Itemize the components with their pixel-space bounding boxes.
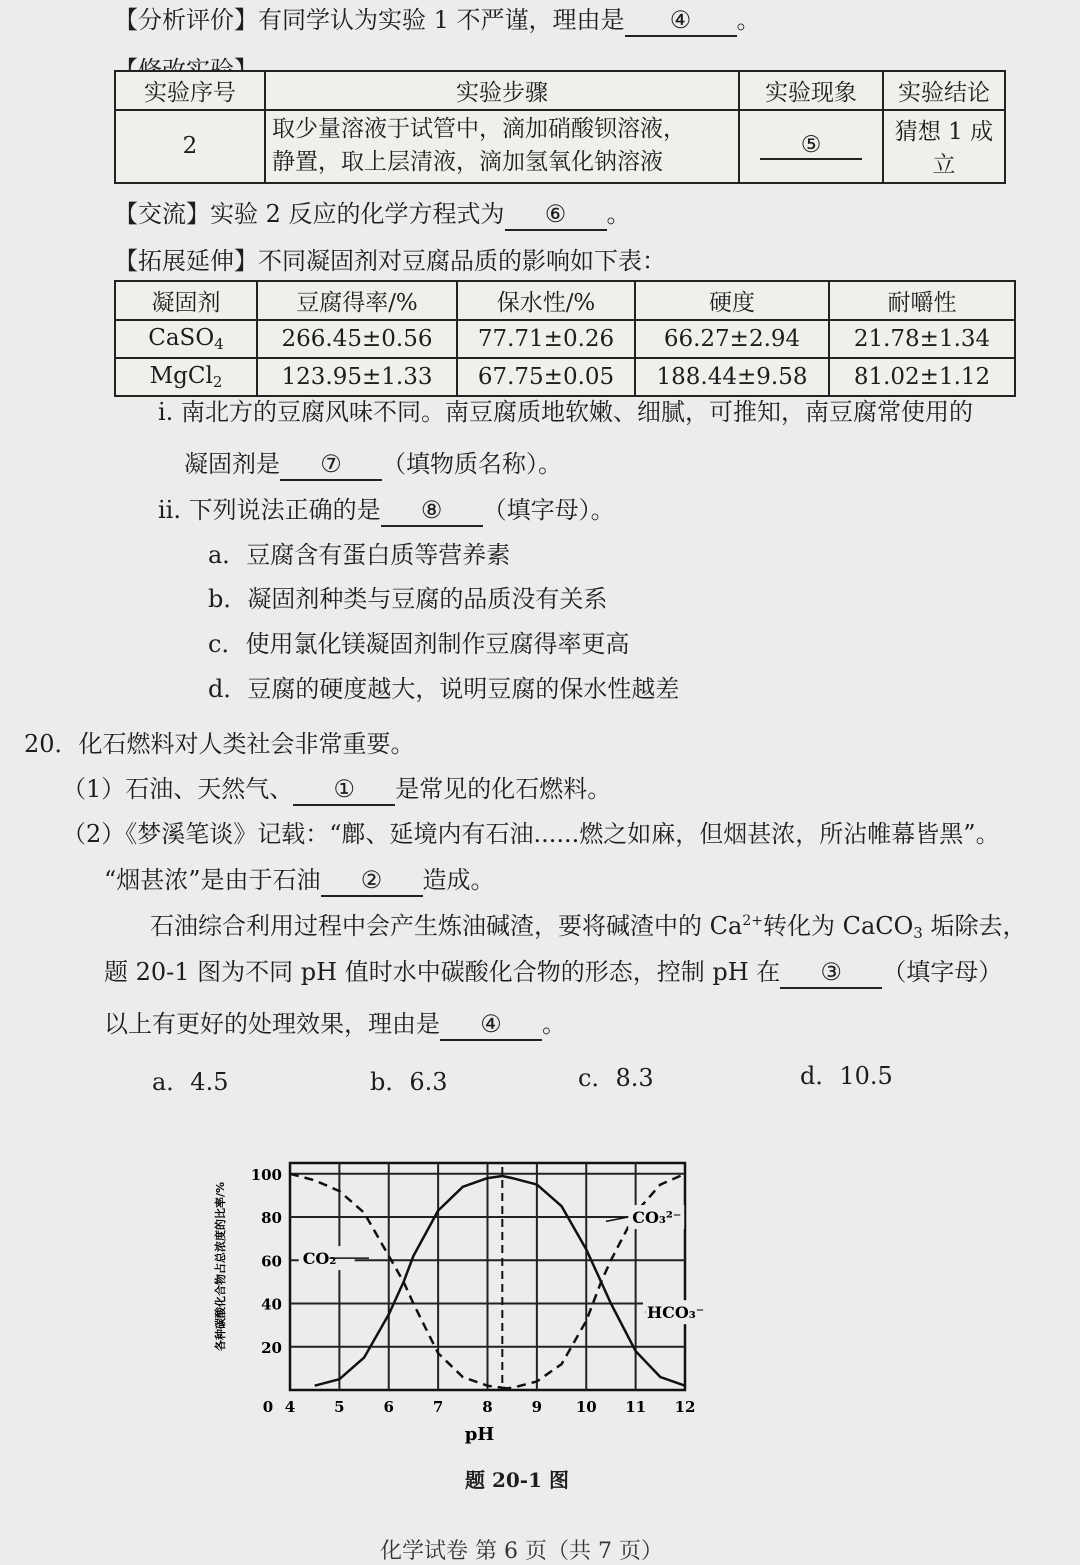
table-header: 实验序号 [115,71,265,110]
section-label: 【交流】 [114,200,210,228]
y-axis-label: 各种碳酸化合物占总浓度的比率/% [214,1181,227,1352]
x-tick-label: 11 [625,1398,647,1416]
table-header: 硬度 [635,281,829,320]
option-d: d．10.5 [800,1062,893,1090]
table-cell: 猜想 1 成立 [883,110,1005,183]
table-cell: 81.02±1.12 [829,358,1015,396]
series-label: CO₂ [302,1249,337,1269]
analysis-line: 【分析评价】有同学认为实验 1 不严谨，理由是 ④ 。 [114,6,761,37]
answer-blank-1: ① [293,775,395,806]
table-header: 豆腐得率/% [257,281,457,320]
option-c: c．使用氯化镁凝固剂制作豆腐得率更高 [208,630,630,658]
question-20-title: 20．化石燃料对人类社会非常重要。 [24,730,415,758]
table-cell [739,110,883,183]
answer-blank-4: ④ [625,6,737,37]
table-header: 实验现象 [739,71,883,110]
table-header: 保水性/% [457,281,635,320]
series-line [290,1174,512,1389]
x-axis-label: pH [464,1424,495,1445]
answer-blank-3: ③ [780,958,882,989]
option-b: b．6.3 [370,1068,448,1096]
table-cell: 取少量溶液于试管中，滴加硝酸钡溶液， 静置，取上层清液，滴加氢氧化钠溶液 [265,110,739,183]
question-20-para-line2: 题 20-1 图为不同 pH 值时水中碳酸化合物的形态，控制 pH 在 ③ （填字母） [104,958,1002,989]
question-20-part1: （1）石油、天然气、 ① 是常见的化石燃料。 [62,775,611,806]
x-tick-label: 9 [531,1398,543,1416]
table-cell: 67.75±0.05 [457,358,635,396]
table-cell: 21.78±1.34 [829,320,1015,358]
table-cell: 123.95±1.33 [257,358,457,396]
y-tick-label: 100 [250,1165,282,1184]
answer-blank-2: ② [321,866,423,897]
table-cell: 77.71±0.26 [457,320,635,358]
question-ii-line: ii. 下列说法正确的是 ⑧ （填字母）。 [158,496,615,527]
series-label: CO₃²⁻ [632,1208,682,1228]
answer-blank-8: ⑧ [381,496,483,527]
option-a: a．4.5 [152,1068,229,1096]
modify-table [114,70,1006,184]
table-header: 凝固剂 [115,281,257,320]
question-20-para-line1: 石油综合利用过程中会产生炼油碱渣，要将碱渣中的 $Ca^{2+}$转化为 CaCO$_3$ 垢除去， [150,912,1027,942]
table-header: 实验步骤 [265,71,739,110]
coagulant-table [114,280,1016,397]
x-tick-label: 4 [284,1398,296,1416]
table-cell: 188.44±9.58 [635,358,829,396]
table-cell: MgCl$_2$ [115,358,257,396]
option-b: b．凝固剂种类与豆腐的品质没有关系 [208,585,608,613]
y-tick-label: 20 [261,1338,282,1357]
question-20-para-line3: 以上有更好的处理效果，理由是 ④ 。 [104,1010,566,1041]
question-i-line2: 凝固剂是 ⑦ （填物质名称）。 [184,450,562,481]
x-tick-label: 12 [674,1398,696,1416]
table-cell: CaSO$_4$ [115,320,257,358]
table-row [115,358,1015,396]
y-tick-label: 60 [261,1252,282,1271]
extend-line: 【拓展延伸】不同凝固剂对豆腐品质的影响如下表： [114,247,666,275]
x-tick-label: 10 [575,1398,597,1416]
exchange-line: 【交流】实验 2 反应的化学方程式为 ⑥ 。 [114,200,631,231]
question-i-line1: i. 南北方的豆腐风味不同。南豆腐质地软嫩、细腻，可推知，南豆腐常使用的 [158,398,973,426]
y-tick-label: 40 [261,1295,282,1314]
section-label: 【分析评价】 [114,6,258,34]
table-header: 实验结论 [883,71,1005,110]
x-tick-label: 8 [482,1398,493,1416]
x-tick-label: 6 [383,1398,394,1416]
answer-blank-6: ⑥ [505,200,607,231]
option-c: c．8.3 [578,1064,654,1092]
x-tick-label: 7 [432,1398,444,1416]
x-tick-label: 5 [334,1398,345,1416]
option-d: d．豆腐的硬度越大，说明豆腐的保水性越差 [208,675,680,703]
table-row [115,110,1005,183]
figure-caption: 题 20-1 图 [465,1468,569,1492]
table-cell: 66.27±2.94 [635,320,829,358]
table-header: 耐嚼性 [829,281,1015,320]
x-tick-label: 0 [262,1398,274,1416]
y-tick-label: 80 [261,1209,282,1228]
answer-blank-4b: ④ [440,1010,542,1041]
answer-blank-5: ⑤ [760,132,862,160]
answer-blank-7: ⑦ [280,450,382,481]
series-label: HCO₃⁻ [647,1303,705,1323]
section-label: 【拓展延伸】 [114,247,258,275]
carbonate-species-chart [200,1125,740,1455]
page-footer: 化学试卷 第 6 页（共 7 页） [380,1539,663,1564]
table-cell: 2 [115,110,265,183]
option-a: a．豆腐含有蛋白质等营养素 [208,541,511,569]
question-20-part2-cont: “烟甚浓”是由于石油 ② 造成。 [104,866,495,897]
table-row [115,320,1015,358]
question-20-part2: （2）《梦溪笔谈》记载：“鄜、延境内有石油......燃之如麻，但烟甚浓，所沾帷幕皆黑”。 [62,820,1000,848]
table-cell: 266.45±0.56 [257,320,457,358]
